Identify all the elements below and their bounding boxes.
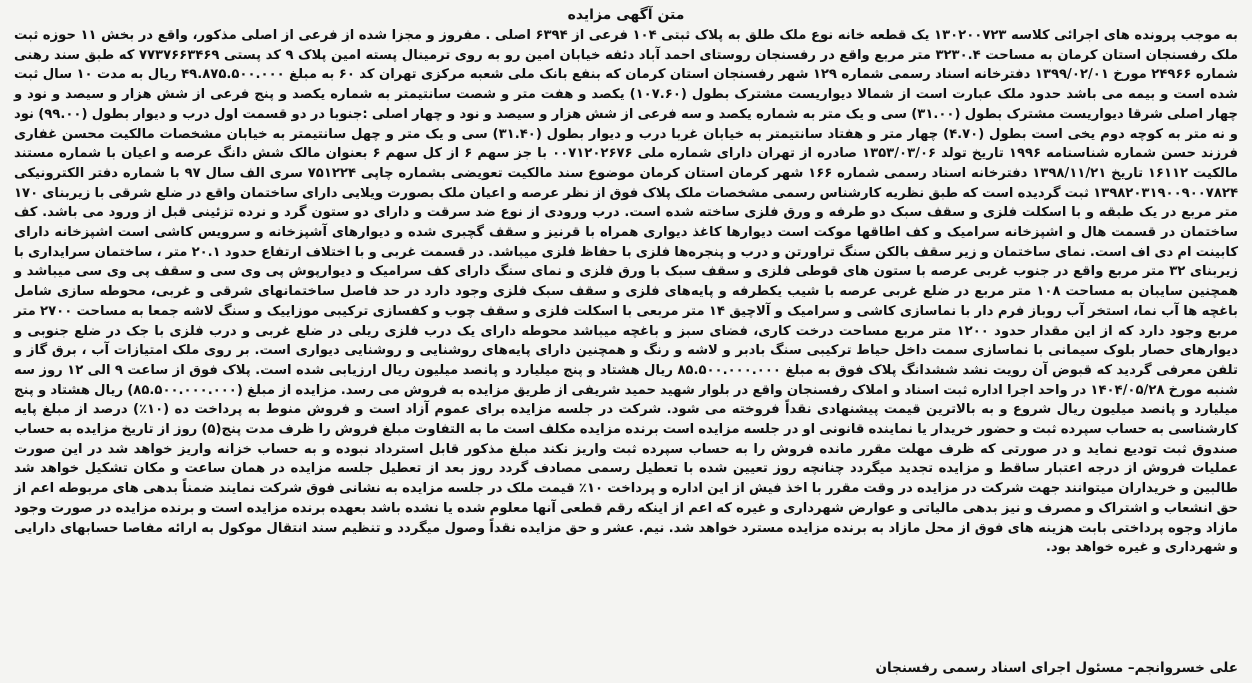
notice-body: به موجب پرونده های اجرائی کلاسه ۱۳۰۲۰۰۷۲۳ یک قطعه خانه نوع ملک طلق به پلاک ثبتی ۱۰۴ فرعی از ۶۳۹۴ اصلی . مفروز و مجزا شده از فرعی از اصلی مذکور، واقع در بخش ۱۱ حوزه ثبت ملک رفسنجان استان کرمان به مساحت ۳۲۳۰.۴ متر مربع واقع در رفسنجان روستای احمد آباد دئفه خیابان امین رو به روی ترمینال پسته امین پلاک ۹ کد پستی ۷۷۳۷۶۶۳۴۶۹ که طبق سند رهنی شماره ۲۴۹۶۶ مورخ ۱۳۹۹/۰۲/۰۱ دفترخانه اسناد رسمی شماره ۱۲۹ شهر رفسنجان استان کرمان که بنفع بانک ملی شعبه مرکزی تهران کد ۶۰ به مبلغ ۴۹.۸۷۵.۵۰۰.۰۰۰ ریال به مدت ۱۰ سال ثبت شده است و بیمه می باشد حدود ملک عبارت است از شمالا دیواریست مشترک بطول (۱۰۷.۶۰) یکصد و هفت متر و شصت سانتیمتر به شماره یکصد و پنج فرعی از شش هزار و سیصد و نود و چهار اصلی شرقا دیواریست مشترک بطول (۳۱.۰۰) سی و یک متر به شماره یکصد و سه فرعی از شش هزار و سیصد و نود و چهار اصلی :جنوبا در دو قسمت اول درب و دیوار بطول (۹۹.۰۰) نود و نه متر به کوچه دوم یخی است بطول (۴.۷۰) چهار متر و هفتاد سانتیمتر به خیابان غربا درب و دیوار بطول (۳۱.۴۰) سی و یک متر و چهل سانتیمتر به خیابان مشخصات مالکیت محسن غفاری فرزند حسن شماره شناسنامه ۱۹۹۶ تاریخ تولد ۱۳۵۳/۰۳/۰۶ صادره از تهران دارای شماره ملی ۰۰۷۱۲۰۲۶۷۶ با جز سهم ۶ از کل سهم ۶ بعنوان مالک شش دانگ عرصه و اعیان با شماره مستند مالکیت ۱۶۱۱۲ تاریخ ۱۳۹۸/۱۱/۲۱ دفترخانه اسناد رسمی شماره ۱۶۶ شهر کرمان استان کرمان موضوع سند مالکیت تعویضی بشماره چاپی ۷۵۱۲۲۴ سری الف سال ۹۷ با شماره دفتر الکترونیکی ۱۳۹۸۲۰۳۱۹۰۰۹۰۰۷۸۲۴ ثبت گردیده است که طبق نظریه کارشناس رسمی مشخصات ملک پلاک فوق از نظر عرصه و اعیان ملک بصورت ویلایی دارای ساختمان واقع در ضلع شرقی با زیربنای ۱۷۰ متر مربع در یک طبقه و با اسکلت فلزی و سقف سبک دو طرفه و ورق فلزی ساخته شده است. درب ورودی از نوع ضد سرقت و دارای دو ستون گرد و نرده تزئینی قبل از ورود می باشد. کف ساختمان در قسمت هال و اشپزخانه سرامیک و کف اطاقها موکت است دیوارها کاغذ دیواری همراه با قرنیز و سقف گچبری شده و دیوارهای آشپزخانه و سرویس کاشی است اشپزخانه دارای کابینت ام دی اف است. نمای ساختمان و زیر سقف بالکن سنگ تراورتن و درب و پنجره‌ها فلزی با حفاظ فلزی میباشد. در قسمت غربی و با اختلاف ارتفاع حدود ۲۰.۱ متر ، ساختمان سرایداری با زیربنای ۳۲ متر مربع واقع در جنوب غربی عرصه با ستون های قوطی فلزی و سقف سبک با ورق فلزی و نمای سنگ دارای کف سرامیک و دیوارپوش پی وی سی و سقف پی وی سی میباشد و همچنین سایبان به مساحت ۱۰۸ متر مربع در ضلع غربی عرصه با شیب یکطرفه و پایه‌های فلزی و سقف سبک فلزی وجود دارد در حد فاصل ساختمانهای شرقی و غربی، محوطه سازی شامل باغچه ها آب نما، استخر آب روباز فرم دار با نماسازی کاشی و سرامیک و آلاچیق ۱۴ متر مربعی با اسکلت فلزی و سقف چوب و کفسازی ترکیبی موزاییک و سنگ لاشه جمعا به مساحت ۲۷۰۰ متر مربع وجود دارد که از این مقدار حدود ۱۲۰۰ متر مربع مساحت درخت کاری، فضای سبز و باغچه میباشد محوطه دارای یک درب فلزی ریلی در ضلع غربی و درب فلزی با جک در ضلع جنوبی و دیوارهای حصار بلوک سیمانی با نماسازی سمت داخل حیاط ترکیبی سنگ بادبر و لاشه و رنگ و همچنین دارای پایه‌های روشنایی و روشنایی دیواری است. بر روی ملک امتیازات آب ، برق گاز و تلفن معرفی گردید که قبوض آن رویت نشد ششدانگ پلاک فوق به مبلغ ۸۵.۵۰۰.۰۰۰.۰۰۰ ریال هشتاد و پنج میلیارد و پانصد میلیون ریال ارزیابی شده است. پلاک فوق از ساعت ۹ الی ۱۲ روز سه شنبه مورخ ۱۴۰۴/۰۵/۲۸ در واحد اجرا اداره ثبت اسناد و املاک رفسنجان واقع در بلوار شهید حمید شریفی از طریق مزایده به فروش می رسد. مزایده از مبلغ (۸۵.۵۰۰.۰۰۰.۰۰۰) ریال هشتاد و پنج میلیارد و پانصد میلیون ریال شروع و به بالاترین قیمت پیشنهادی نقداً فروخته می شود. شرکت در جلسه مزایده برای عموم آزاد است و فروش منوط به پرداخت ده (۱۰٪) درصد از مبلغ پایه کارشناسی به حساب سپرده ثبت و حضور خریدار یا نماینده قانونی او در جلسه مزایده است برنده مزایده مکلف است ما به التفاوت مبلغ فروش را ظرف مدت پنج(۵) روز از تاریخ مزایده به حساب صندوق ثبت تودیع نماید و در صورتی که ظرف مهلت مقرر مانده فروش را به حساب سپرده ثبت واریز نکند مبلغ مذکور قابل استرداد نبوده و به حساب خزانه واریز خواهد شد در این صورت عملیات فروش از درجه اعتبار ساقط و مزایده تجدید میگردد چنانچه روز تعیین شده با تعطیل رسمی مصادف گردد روز بعد از تعطیل جلسه مزایده در همان ساعت و مکان تشکیل خواهد شد طالبین و خریداران میتوانند جهت شرکت در مزایده در وقت مقرر با اخذ فیش از این اداره و پرداخت ۱۰٪ قیمت ملک در جلسه مزایده به نشانی فوق شرکت نمایند ضمناً بدهی های مربوطه اعم از حق انشعاب و اشتراک و مصرف و نیز بدهی مالیاتی و عوارض شهرداری و غیره که اعم از اینکه رقم قطعی آنها معلوم شده یا نشده باشد بعهده برنده مزایده است و برنده مزایده در صورت وجود مازاد وجوه پرداختی بابت هزینه های فوق از محل مازاد به برنده مزایده مسترد خواهد شد. نیم. عشر و حق مزایده نقداً وصول میگردد و تنظیم سند انتقال موکول به ارائه مفاصا حسابهای دارایی و شهرداری و غیره خواهد بود.	[14, 28, 1239, 556]
notice-title: متن آگهی مزایده	[567, 7, 685, 23]
notice-signature: علی خسروانجم– مسئول اجرای اسناد رسمی رفسنجان	[875, 660, 1238, 676]
